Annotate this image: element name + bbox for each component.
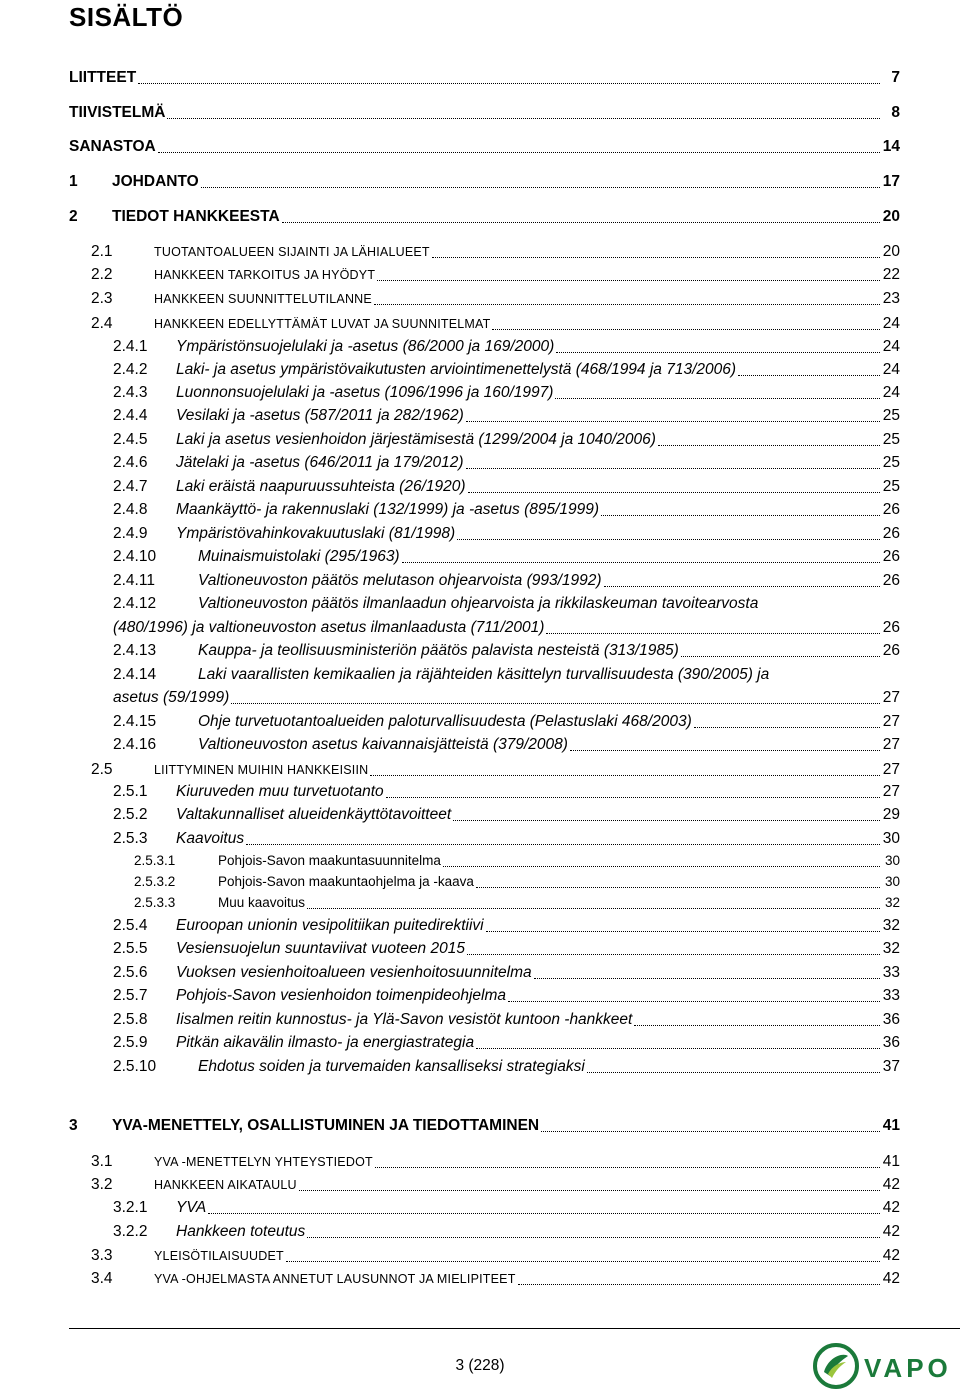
toc-entry-3-1[interactable]: 3.1 YVA -MENETTELYN YHTEYSTIEDOT 41 (91, 1153, 900, 1170)
toc-entry-2-5-9[interactable]: 2.5.9 Pitkän aikavälin ilmasto- ja energiastrategia 36 (113, 1034, 900, 1051)
toc-entry-2-4-9[interactable]: 2.4.9 Ympäristövahinkovakuutuslaki (81/1998) 26 (113, 525, 900, 542)
toc-entry-3[interactable]: 3 YVA-MENETTELY, OSALLISTUMINEN JA TIEDOTTAMINEN 41 (69, 1117, 900, 1134)
toc-entry-2-5-6[interactable]: 2.5.6 Vuoksen vesienhoitoalueen vesienhoitosuunnitelma 33 (113, 964, 900, 981)
toc-entry-2-2[interactable]: 2.2 HANKKEEN TARKOITUS JA HYÖDYT 22 (91, 266, 900, 283)
toc-entry-3-2-2[interactable]: 3.2.2 Hankkeen toteutus 42 (113, 1223, 900, 1240)
toc-entry-2-4-3[interactable]: 2.4.3 Luonnonsuojelulaki ja -asetus (1096/1996 ja 160/1997) 24 (113, 384, 900, 401)
toc-entry-3-2-1[interactable]: 3.2.1 YVA 42 (113, 1199, 900, 1216)
toc-entry-2-5-4[interactable]: 2.5.4 Euroopan unionin vesipolitiikan puitedirektiivi 32 (113, 917, 900, 934)
toc-entry-2-1[interactable]: 2.1 TUOTANTOALUEEN SIJAINTI JA LÄHIALUEET 20 (91, 243, 900, 260)
toc-entry-2-4-15[interactable]: 2.4.15 Ohje turvetuotantoalueiden paloturvallisuudesta (Pelastuslaki 468/2003) 27 (113, 713, 900, 730)
toc-entry-2-5-7[interactable]: 2.5.7 Pohjois-Savon vesienhoidon toimenpideohjelma 33 (113, 987, 900, 1004)
toc-entry-2-4-7[interactable]: 2.4.7 Laki eräistä naapuruussuhteista (26/1920) 25 (113, 478, 900, 495)
toc-entry-2-4-4[interactable]: 2.4.4 Vesilaki ja -asetus (587/2011 ja 282/1962) 25 (113, 407, 900, 424)
vapo-logo (812, 1342, 958, 1390)
toc-entry-3-3[interactable]: 3.3 YLEISÖTILAISUUDET 42 (91, 1247, 900, 1264)
toc-entry-2-4-5[interactable]: 2.4.5 Laki ja asetus vesienhoidon järjestämisestä (1299/2004 ja 1040/2006) 25 (113, 431, 900, 448)
toc-entry-3-4[interactable]: 3.4 YVA -OHJELMASTA ANNETUT LAUSUNNOT JA MIELIPITEET 42 (91, 1270, 900, 1287)
toc-entry-2-5[interactable]: 2.5 LIITTYMINEN MUIHIN HANKKEISIIN 27 (91, 761, 900, 778)
toc-entry-1[interactable]: 1 JOHDANTO 17 (69, 173, 900, 190)
toc-entry-2-5-8[interactable]: 2.5.8 Iisalmen reitin kunnostus- ja Ylä-Savon vesistöt kuntoon -hankkeet 36 (113, 1011, 900, 1028)
toc-entry-2-4-14-line1[interactable]: 2.4.14 Laki vaarallisten kemikaalien ja räjähteiden käsittelyn turvallisuudesta (390/2005) ja (113, 666, 770, 683)
toc-entry-2-4-12-line1[interactable]: 2.4.12 Valtioneuvoston päätös ilmanlaadun ohjearvoista ja rikkilaskeuman tavoitearvosta (113, 595, 759, 612)
toc-entry-2-4-8[interactable]: 2.4.8 Maankäyttö- ja rakennuslaki (132/1999) ja -asetus (895/1999) 26 (113, 501, 900, 518)
toc-entry-2-5-3-1[interactable]: 2.5.3.1 Pohjois-Savon maakuntasuunnitelma 30 (134, 853, 900, 868)
vapo-logo-text: VAPO (864, 1353, 952, 1383)
toc-entry-2-4-13[interactable]: 2.4.13 Kauppa- ja teollisuusministeriön päätös palavista nesteistä (313/1985) 26 (113, 642, 900, 659)
toc-entry-liitteet[interactable]: LIITTEET 7 (69, 69, 900, 86)
toc-entry-sanastoa[interactable]: SANASTOA 14 (69, 138, 900, 155)
toc-entry-2-5-3[interactable]: 2.5.3 Kaavoitus 30 (113, 830, 900, 847)
toc-entry-2-5-10[interactable]: 2.5.10 Ehdotus soiden ja turvemaiden kansalliseksi strategiaksi 37 (113, 1058, 900, 1075)
toc-entry-3-2[interactable]: 3.2 HANKKEEN AIKATAULU 42 (91, 1176, 900, 1193)
toc-entry-2-4-6[interactable]: 2.4.6 Jätelaki ja -asetus (646/2011 ja 179/2012) 25 (113, 454, 900, 471)
toc-entry-2-4-2[interactable]: 2.4.2 Laki- ja asetus ympäristövaikutusten arviointimenettelystä (468/1994 ja 713/2006) 24 (113, 361, 900, 378)
footer-divider (69, 1328, 960, 1329)
toc-entry-2-4-10[interactable]: 2.4.10 Muinaismuistolaki (295/1963) 26 (113, 548, 900, 565)
toc-entry-2-5-3-2[interactable]: 2.5.3.2 Pohjois-Savon maakuntaohjelma ja -kaava 30 (134, 874, 900, 889)
page-number: 3 (228) (455, 1357, 505, 1374)
toc-entry-2-5-3-3[interactable]: 2.5.3.3 Muu kaavoitus 32 (134, 895, 900, 910)
toc-entry-2-3[interactable]: 2.3 HANKKEEN SUUNNITTELUTILANNE 23 (91, 290, 900, 307)
toc-entry-tiivistelma[interactable]: TIIVISTELMÄ 8 (69, 104, 900, 121)
toc-entry-2-4-11[interactable]: 2.4.11 Valtioneuvoston päätös melutason ohjearvoista (993/1992) 26 (113, 572, 900, 589)
toc-entry-2-4-14[interactable]: asetus (59/1999) 27 (113, 689, 900, 706)
toc-entry-2-5-5[interactable]: 2.5.5 Vesiensuojelun suuntaviivat vuoteen 2015 32 (113, 940, 900, 957)
toc-entry-2-4-1[interactable]: 2.4.1 Ympäristönsuojelulaki ja -asetus (86/2000 ja 169/2000) 24 (113, 338, 900, 355)
toc-entry-2-4-16[interactable]: 2.4.16 Valtioneuvoston asetus kaivannaisjätteistä (379/2008) 27 (113, 736, 900, 753)
page-title: SISÄLTÖ (69, 2, 184, 32)
toc-entry-2-5-2[interactable]: 2.5.2 Valtakunnalliset alueidenkäyttötavoitteet 29 (113, 806, 900, 823)
toc-entry-2-4-12[interactable]: (480/1996) ja valtioneuvoston asetus ilmanlaadusta (711/2001) 26 (113, 619, 900, 636)
toc-entry-2-5-1[interactable]: 2.5.1 Kiuruveden muu turvetuotanto 27 (113, 783, 900, 800)
toc-entry-2[interactable]: 2 TIEDOT HANKKEESTA 20 (69, 208, 900, 225)
toc-entry-2-4[interactable]: 2.4 HANKKEEN EDELLYTTÄMÄT LUVAT JA SUUNNITELMAT 24 (91, 315, 900, 332)
